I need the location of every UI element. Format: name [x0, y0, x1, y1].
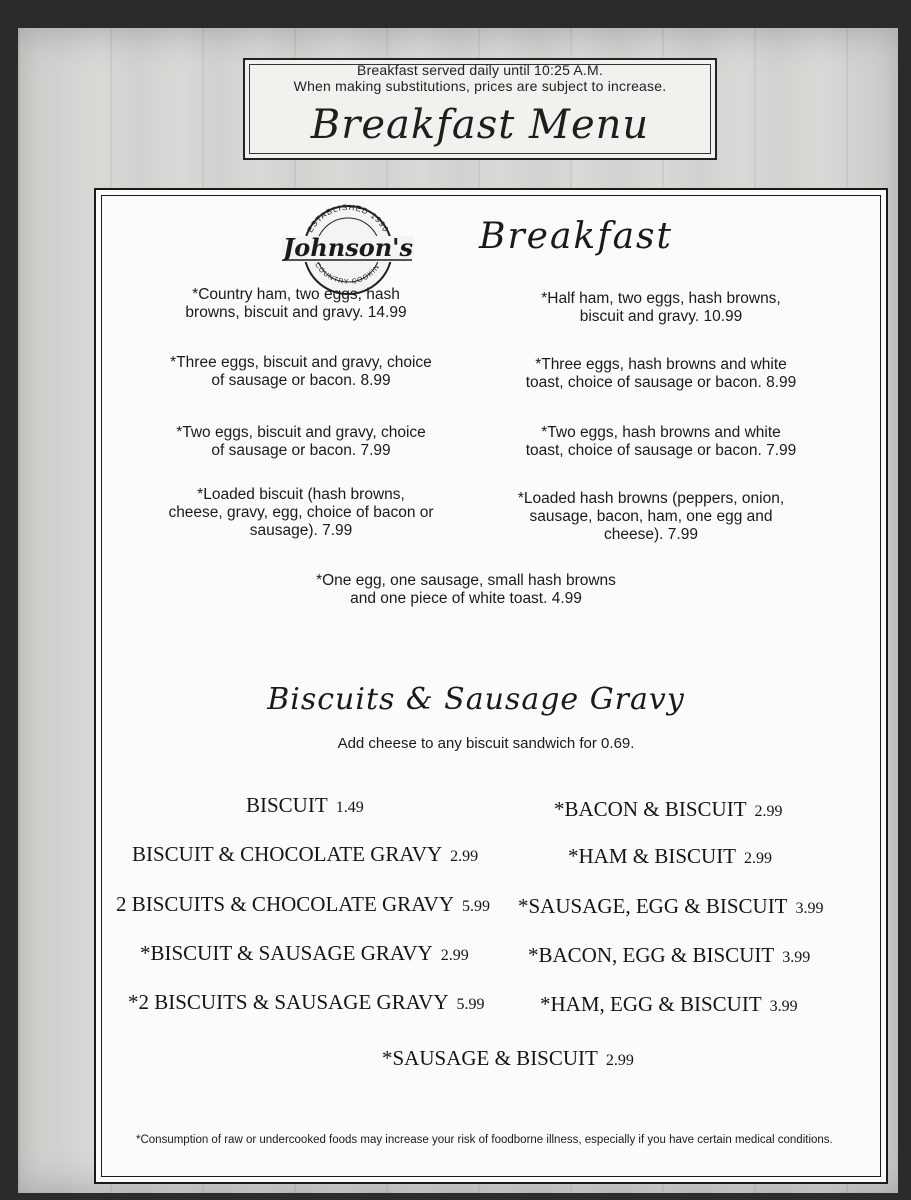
item-line: of sausage or bacon. 8.99 [211, 372, 391, 389]
breakfast-hours-note: Breakfast served daily until 10:25 A.M. [357, 62, 603, 78]
breakfast-item [146, 286, 446, 322]
item-line: cheese). 7.99 [604, 526, 698, 543]
biscuit-item-name: *2 BISCUITS & SAUSAGE GRAVY [128, 990, 449, 1014]
biscuit-item-price: 5.99 [461, 898, 490, 915]
biscuit-item-price: 3.99 [782, 949, 811, 966]
item-line: *Two eggs, biscuit and gravy, choice [176, 424, 426, 441]
biscuit-item-price: 2.99 [605, 1052, 634, 1069]
biscuit-item-price: 1.49 [335, 799, 364, 816]
biscuit-item [554, 797, 783, 822]
item-line: *Three eggs, hash browns and white [535, 356, 787, 373]
item-line: cheese, gravy, egg, choice of bacon or [168, 504, 434, 521]
biscuit-item [140, 941, 469, 966]
item-line: toast, choice of sausage or bacon. 7.99 [525, 442, 797, 459]
biscuit-item-price: 3.99 [769, 998, 798, 1015]
biscuit-item-price: 5.99 [456, 996, 485, 1013]
biscuit-item [540, 992, 798, 1017]
menu-panel [94, 188, 888, 1184]
logo-bottom-arc: COUNTRY COOKIN' [313, 261, 383, 286]
biscuit-item [116, 892, 490, 917]
biscuit-item [382, 1046, 634, 1071]
item-line: *Loaded biscuit (hash browns, [197, 486, 405, 503]
biscuit-item [518, 894, 824, 919]
item-line: *Half ham, two eggs, hash browns, [541, 290, 781, 307]
breakfast-item [491, 356, 831, 392]
biscuit-item-price: 2.99 [744, 850, 773, 867]
biscuit-item-price: 3.99 [795, 900, 824, 917]
item-line: toast, choice of sausage or bacon. 8.99 [525, 374, 797, 391]
breakfast-item [136, 486, 466, 540]
biscuit-item-name: *BACON & BISCUIT [554, 797, 747, 821]
menu-title: Breakfast Menu [310, 102, 650, 148]
breakfast-item [136, 424, 466, 460]
biscuit-item [528, 943, 810, 968]
biscuit-item-name: *HAM, EGG & BISCUIT [540, 992, 762, 1016]
item-line: biscuit and gravy. 10.99 [579, 308, 743, 325]
biscuit-item-name: *SAUSAGE & BISCUIT [382, 1046, 598, 1070]
item-line: sausage, bacon, ham, one egg and [529, 508, 773, 525]
biscuit-item-name: *SAUSAGE, EGG & BISCUIT [518, 894, 788, 918]
biscuit-item-name: *BISCUIT & SAUSAGE GRAVY [140, 941, 433, 965]
biscuit-item-name: *BACON, EGG & BISCUIT [528, 943, 775, 967]
breakfast-item [481, 490, 821, 544]
cheese-addon-note: Add cheese to any biscuit sandwich for 0.69. [337, 735, 635, 752]
logo-name: Johnson's [282, 233, 414, 262]
menu-sheet [18, 28, 898, 1193]
johnsons-logo [282, 198, 414, 298]
breakfast-item [136, 354, 466, 390]
biscuit-item-price: 2.99 [754, 803, 783, 820]
breakfast-item [491, 424, 831, 460]
breakfast-section-title: Breakfast [479, 216, 673, 257]
biscuit-item-name: *HAM & BISCUIT [568, 844, 737, 868]
biscuit-item [132, 842, 478, 867]
item-line: *Three eggs, biscuit and gravy, choice [170, 354, 432, 371]
biscuit-item [568, 844, 772, 869]
biscuits-section-title: Biscuits & Sausage Gravy [267, 682, 685, 717]
biscuit-item [246, 793, 364, 818]
item-line: and one piece of white toast. 4.99 [350, 590, 582, 607]
item-line: *Two eggs, hash browns and white [541, 424, 781, 441]
biscuit-item-name: BISCUIT & CHOCOLATE GRAVY [132, 842, 443, 866]
foodborne-illness-disclaimer: *Consumption of raw or undercooked foods may increase your risk of foodborne illness, especially if you have certain medical conditions. [136, 1134, 833, 1146]
item-line: *One egg, one sausage, small hash browns [316, 572, 616, 589]
substitutions-note: When making substitutions, prices are subject to increase. [293, 78, 667, 94]
item-line: browns, biscuit and gravy. 14.99 [185, 304, 407, 321]
logo-top-arc: ESTABLISHED 1990 [305, 202, 391, 235]
item-line: *Loaded hash browns (peppers, onion, [517, 490, 785, 507]
item-line: of sausage or bacon. 7.99 [211, 442, 391, 459]
biscuit-item [128, 990, 485, 1015]
biscuit-item-price: 2.99 [450, 848, 479, 865]
logo-emblem [282, 198, 414, 298]
biscuit-item-name: 2 BISCUITS & CHOCOLATE GRAVY [116, 892, 454, 916]
item-line: *Country ham, two eggs, hash [192, 286, 400, 303]
menu-header-plaque [243, 58, 717, 160]
breakfast-item [276, 572, 656, 608]
biscuit-item-price: 2.99 [440, 947, 469, 964]
breakfast-item [496, 290, 826, 326]
item-line: sausage). 7.99 [249, 522, 353, 539]
biscuit-item-name: BISCUIT [246, 793, 328, 817]
